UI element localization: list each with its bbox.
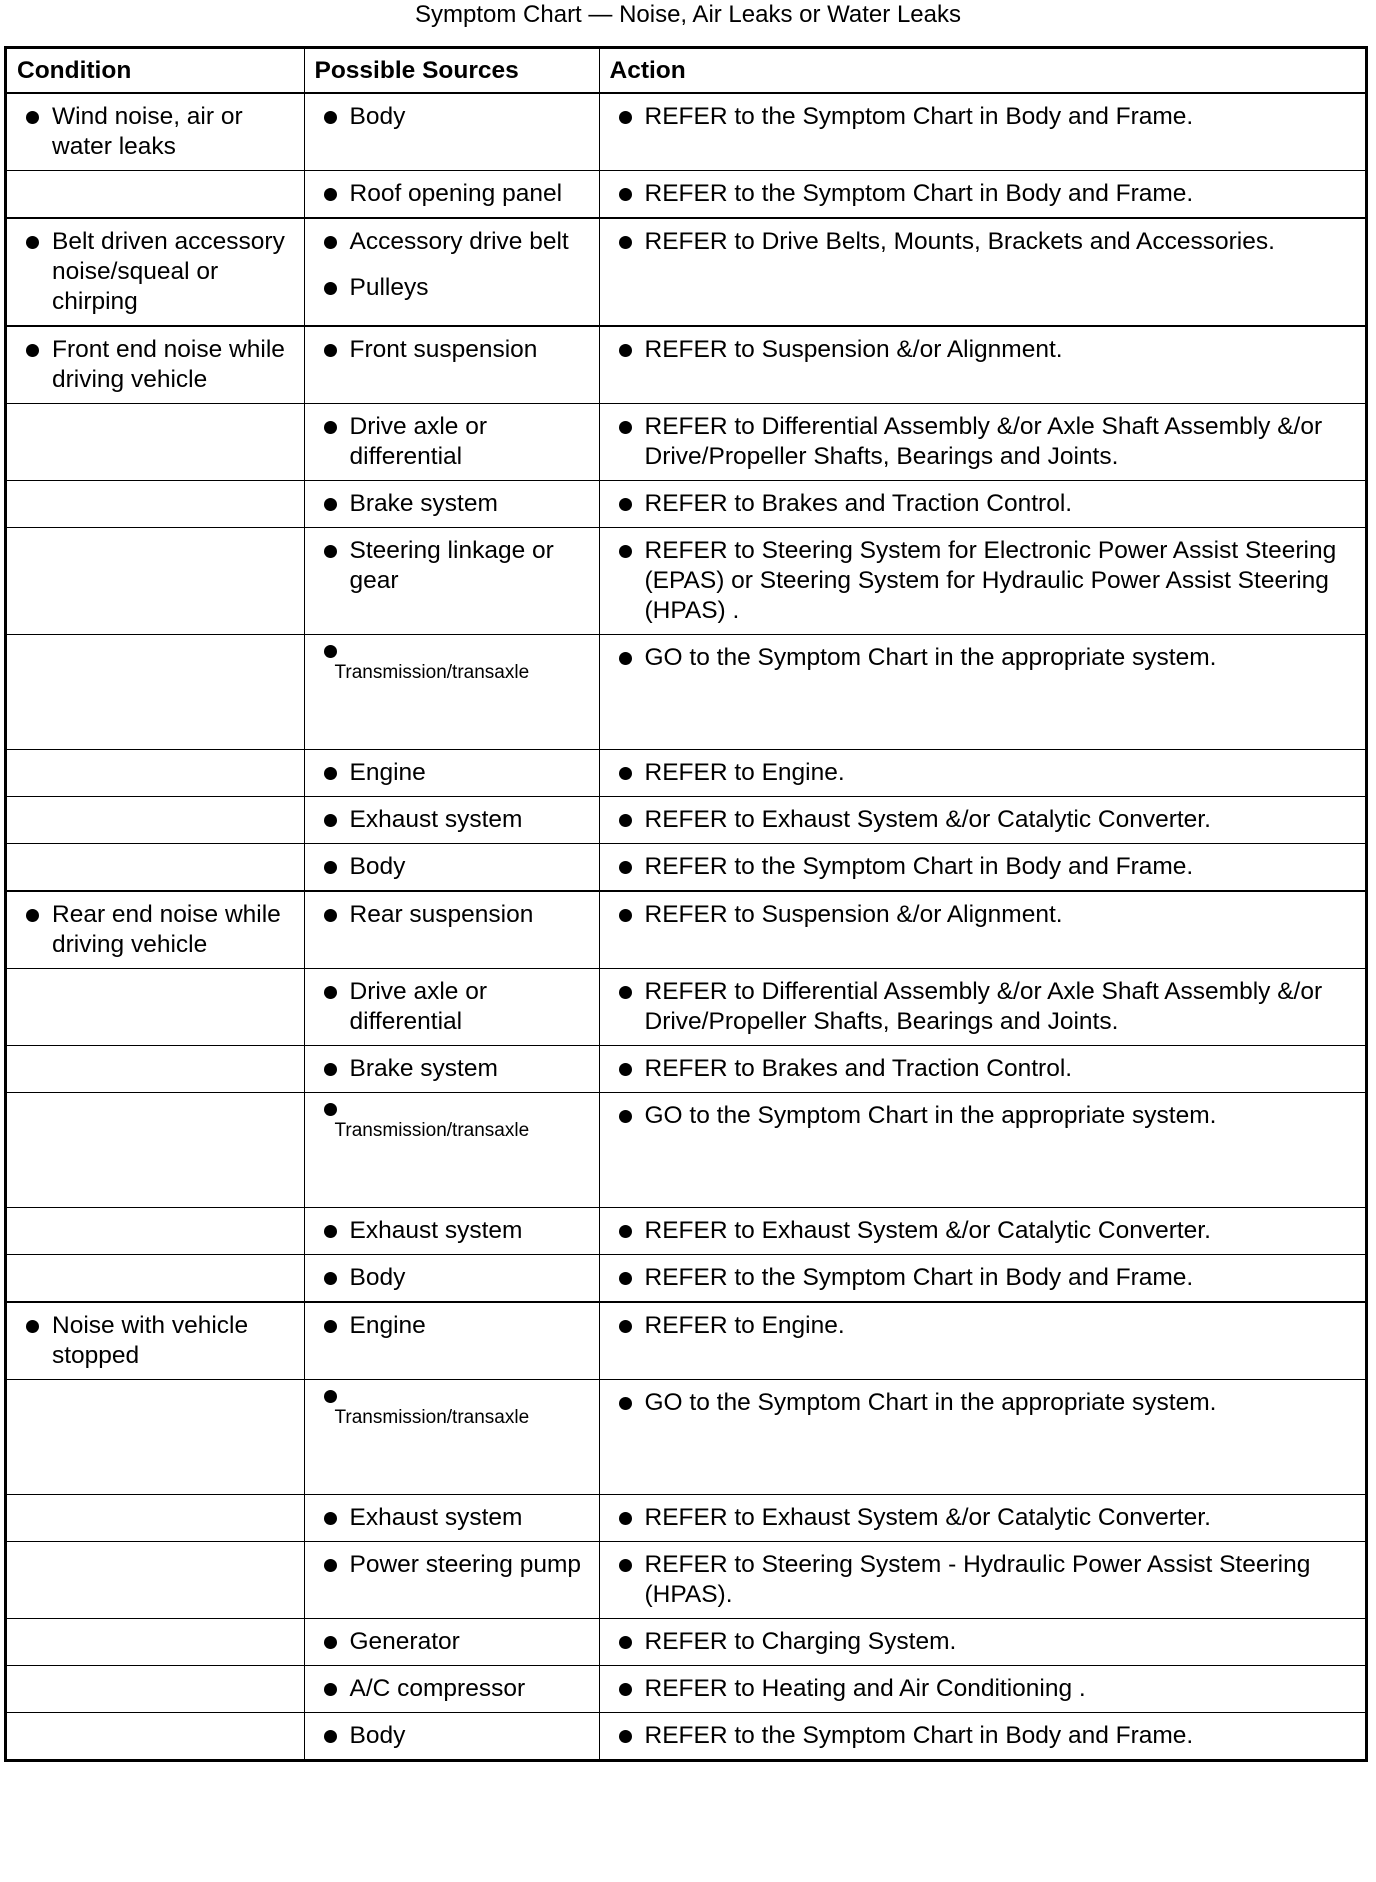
possible-sources-cell xyxy=(304,891,599,969)
source-item: Engine xyxy=(315,1311,591,1341)
source-item: Exhaust system xyxy=(315,1503,591,1533)
source-item: Body xyxy=(315,102,591,132)
table-header-row xyxy=(7,49,1365,93)
source-item: Steering linkage or gear xyxy=(315,536,591,596)
action-cell xyxy=(599,891,1365,969)
table-row xyxy=(7,1255,1365,1303)
action-cell xyxy=(599,750,1365,797)
action-cell xyxy=(599,1302,1365,1380)
possible-sources-cell xyxy=(304,1046,599,1093)
table-row xyxy=(7,750,1365,797)
source-item: Body xyxy=(315,1721,591,1751)
source-item: Rear suspension xyxy=(315,900,591,930)
condition-cell xyxy=(7,93,304,171)
table-row xyxy=(7,1208,1365,1255)
action-text: GO to the Symptom Chart in the appropriate system. xyxy=(610,1388,1358,1418)
source-item: Drive axle or differential xyxy=(315,977,591,1037)
action-cell xyxy=(599,844,1365,892)
action-cell xyxy=(599,1495,1365,1542)
action-text: REFER to Engine. xyxy=(610,1311,1358,1341)
condition-cell xyxy=(7,1093,304,1208)
possible-sources-cell xyxy=(304,1495,599,1542)
possible-sources-cell xyxy=(304,481,599,528)
action-text: REFER to Brakes and Traction Control. xyxy=(610,489,1358,519)
source-item: Front suspension xyxy=(315,335,591,365)
action-cell xyxy=(599,1255,1365,1303)
source-item: Body xyxy=(315,1263,591,1293)
table-row xyxy=(7,404,1365,481)
condition-cell xyxy=(7,1495,304,1542)
table-row xyxy=(7,171,1365,219)
condition-cell xyxy=(7,797,304,844)
condition-cell xyxy=(7,1380,304,1495)
action-cell xyxy=(599,481,1365,528)
condition-cell xyxy=(7,1666,304,1713)
source-item: Brake system xyxy=(315,1054,591,1084)
source-item: Exhaust system xyxy=(315,1216,591,1246)
action-cell xyxy=(599,404,1365,481)
table-row xyxy=(7,1093,1365,1208)
action-text: GO to the Symptom Chart in the appropriate system. xyxy=(610,1101,1358,1131)
condition-text: Noise with vehicle stopped xyxy=(17,1311,296,1371)
possible-sources-cell xyxy=(304,1666,599,1713)
possible-sources-cell xyxy=(304,218,599,326)
action-cell xyxy=(599,1380,1365,1495)
action-cell xyxy=(599,969,1365,1046)
condition-text: Wind noise, air or water leaks xyxy=(17,102,296,162)
action-text: REFER to Heating and Air Conditioning . xyxy=(610,1674,1358,1704)
source-item: Exhaust system xyxy=(315,805,591,835)
action-text: REFER to Differential Assembly &/or Axle Shaft Assembly &/or Drive/Propeller Shafts, Bearings and Joints. xyxy=(610,412,1358,472)
condition-cell xyxy=(7,171,304,219)
possible-sources-cell xyxy=(304,1380,599,1495)
condition-cell xyxy=(7,218,304,326)
symptom-table xyxy=(7,49,1365,1759)
action-cell xyxy=(599,93,1365,171)
condition-cell xyxy=(7,891,304,969)
action-cell xyxy=(599,1542,1365,1619)
action-text: REFER to Exhaust System &/or Catalytic Converter. xyxy=(610,805,1358,835)
table-row xyxy=(7,1542,1365,1619)
possible-sources-cell xyxy=(304,528,599,635)
source-item: Generator xyxy=(315,1627,591,1657)
source-item-text: Transmission/transaxle xyxy=(334,1407,530,1428)
action-cell xyxy=(599,1208,1365,1255)
source-item: Accessory drive belt xyxy=(315,227,591,257)
action-text: REFER to Suspension &/or Alignment. xyxy=(610,900,1358,930)
action-text: REFER to the Symptom Chart in Body and Frame. xyxy=(610,102,1358,132)
table-row xyxy=(7,891,1365,969)
action-cell xyxy=(599,1713,1365,1760)
action-text: GO to the Symptom Chart in the appropriate system. xyxy=(610,643,1358,673)
source-item: Body xyxy=(315,852,591,882)
possible-sources-cell xyxy=(304,750,599,797)
source-item: Pulleys xyxy=(315,273,591,303)
table-row xyxy=(7,481,1365,528)
table-row xyxy=(7,797,1365,844)
table-row xyxy=(7,1666,1365,1713)
table-row xyxy=(7,844,1365,892)
table-row xyxy=(7,528,1365,635)
source-item: Drive axle or differential xyxy=(315,412,591,472)
header-condition: Condition xyxy=(7,49,304,93)
page-title: Symptom Chart — Noise, Air Leaks or Water Leaks xyxy=(415,1,961,28)
table-row xyxy=(7,1713,1365,1760)
action-cell xyxy=(599,218,1365,326)
condition-cell xyxy=(7,635,304,750)
table-row xyxy=(7,1380,1365,1495)
source-item xyxy=(315,1388,591,1430)
possible-sources-cell xyxy=(304,1255,599,1303)
condition-cell xyxy=(7,750,304,797)
condition-cell xyxy=(7,1046,304,1093)
action-text: REFER to Charging System. xyxy=(610,1627,1358,1657)
possible-sources-cell xyxy=(304,93,599,171)
table-body xyxy=(7,93,1365,1759)
table-row xyxy=(7,1046,1365,1093)
action-text: REFER to Drive Belts, Mounts, Brackets and Accessories. xyxy=(610,227,1358,257)
source-item: Brake system xyxy=(315,489,591,519)
possible-sources-cell xyxy=(304,1619,599,1666)
table-row xyxy=(7,969,1365,1046)
condition-cell xyxy=(7,1255,304,1303)
possible-sources-cell xyxy=(304,797,599,844)
condition-cell xyxy=(7,969,304,1046)
possible-sources-cell xyxy=(304,326,599,404)
condition-cell xyxy=(7,326,304,404)
action-text: REFER to Exhaust System &/or Catalytic Converter. xyxy=(610,1503,1358,1533)
action-cell xyxy=(599,528,1365,635)
table-row xyxy=(7,326,1365,404)
source-item: Roof opening panel xyxy=(315,179,591,209)
action-cell xyxy=(599,326,1365,404)
action-text: REFER to Steering System - Hydraulic Power Assist Steering (HPAS). xyxy=(610,1550,1358,1610)
table-row xyxy=(7,218,1365,326)
action-text: REFER to the Symptom Chart in Body and Frame. xyxy=(610,1721,1358,1751)
source-item xyxy=(315,1101,591,1143)
possible-sources-cell xyxy=(304,1713,599,1760)
action-text: REFER to the Symptom Chart in Body and Frame. xyxy=(610,1263,1358,1293)
action-cell xyxy=(599,1093,1365,1208)
action-cell xyxy=(599,1666,1365,1713)
table-row xyxy=(7,1619,1365,1666)
condition-cell xyxy=(7,1542,304,1619)
action-cell xyxy=(599,171,1365,219)
condition-cell xyxy=(7,528,304,635)
action-text: REFER to Brakes and Traction Control. xyxy=(610,1054,1358,1084)
condition-cell xyxy=(7,844,304,892)
action-text: REFER to the Symptom Chart in Body and Frame. xyxy=(610,179,1358,209)
header-possible-sources: Possible Sources xyxy=(304,49,599,93)
symptom-table-container xyxy=(4,46,1368,1762)
condition-text: Rear end noise while driving vehicle xyxy=(17,900,296,960)
action-text: REFER to Steering System for Electronic Power Assist Steering (EPAS) or Steering System for Hydraulic Power Assist Steering (HPAS) . xyxy=(610,536,1358,626)
condition-text: Belt driven accessory noise/squeal or chirping xyxy=(17,227,296,317)
table-row xyxy=(7,1302,1365,1380)
possible-sources-cell xyxy=(304,1093,599,1208)
source-item xyxy=(315,643,591,685)
possible-sources-cell xyxy=(304,1208,599,1255)
table-row xyxy=(7,635,1365,750)
condition-cell xyxy=(7,1619,304,1666)
action-cell xyxy=(599,797,1365,844)
action-cell xyxy=(599,1046,1365,1093)
table-row xyxy=(7,93,1365,171)
action-cell xyxy=(599,635,1365,750)
source-item: Engine xyxy=(315,758,591,788)
action-text: REFER to Differential Assembly &/or Axle Shaft Assembly &/or Drive/Propeller Shafts, Bearings and Joints. xyxy=(610,977,1358,1037)
source-item: Power steering pump xyxy=(315,1550,591,1580)
action-cell xyxy=(599,1619,1365,1666)
condition-cell xyxy=(7,1302,304,1380)
condition-text: Front end noise while driving vehicle xyxy=(17,335,296,395)
condition-cell xyxy=(7,481,304,528)
condition-cell xyxy=(7,1208,304,1255)
source-item-text: Transmission/transaxle xyxy=(334,662,530,683)
condition-cell xyxy=(7,404,304,481)
possible-sources-cell xyxy=(304,969,599,1046)
condition-cell xyxy=(7,1713,304,1760)
table-row xyxy=(7,1495,1365,1542)
source-item: A/C compressor xyxy=(315,1674,591,1704)
source-item-text: Transmission/transaxle xyxy=(334,1120,530,1141)
possible-sources-cell xyxy=(304,404,599,481)
possible-sources-cell xyxy=(304,1302,599,1380)
action-text: REFER to Exhaust System &/or Catalytic Converter. xyxy=(610,1216,1358,1246)
possible-sources-cell xyxy=(304,171,599,219)
action-text: REFER to Suspension &/or Alignment. xyxy=(610,335,1358,365)
possible-sources-cell xyxy=(304,1542,599,1619)
possible-sources-cell xyxy=(304,844,599,892)
header-action: Action xyxy=(599,49,1365,93)
possible-sources-cell xyxy=(304,635,599,750)
action-text: REFER to Engine. xyxy=(610,758,1358,788)
action-text: REFER to the Symptom Chart in Body and Frame. xyxy=(610,852,1358,882)
